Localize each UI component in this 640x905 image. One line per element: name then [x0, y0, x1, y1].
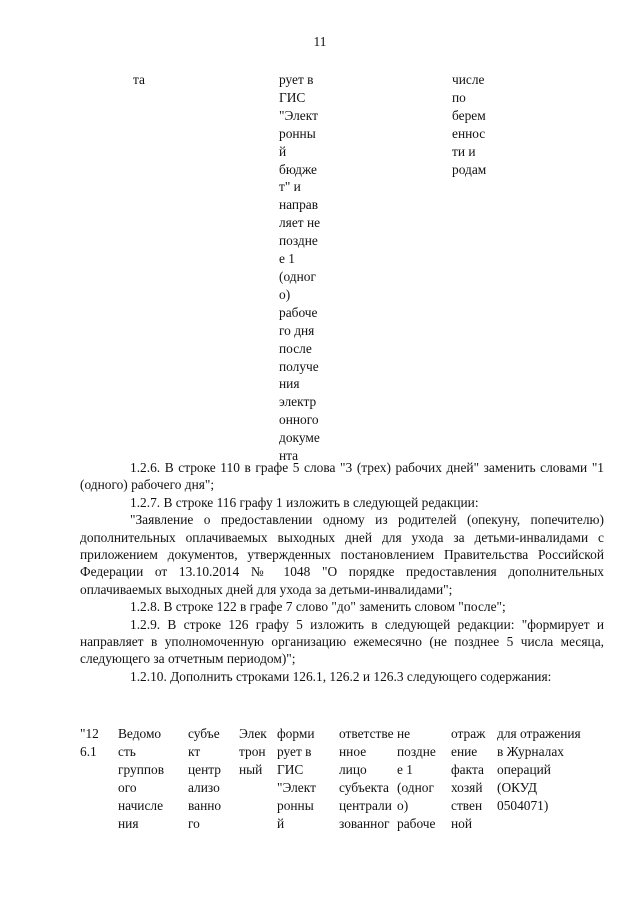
table-cell-reflection: отраж ение факта хозяй ствен ной: [451, 726, 486, 831]
document-body: [80, 459, 604, 685]
table-cell-top-col-2: рует в ГИС "Элект ронны й бюдже т" и направ ляет не поздне е 1 (одног о) рабоче го дня после получе ния электр онного докуме нта: [279, 72, 321, 464]
paragraph-1-2-9: 1.2.9. В строке 126 графу 5 изложить в следующей редакции: "формирует и направляет в уполномоченную организацию ежемесячно (не позднее 5 числа месяца, следующего за отчетным периодом)";: [80, 616, 604, 667]
page-number: 11: [313, 34, 327, 49]
table-cell-row-number: "12 6.1: [80, 726, 99, 759]
paragraph-quoted-text: "Заявление о предоставлении одному из родителей (опекуну, попечителю) дополнительных оплачиваемых выходных дней для ухода за детьми-инвалидами с приложением документов, утвержденных постановлением Правительства Российской Федерации от 13.10.2014 № 1048 "О порядке предоставления дополнительных оплачиваемых выходных дней для ухода за детьми-инвалидами";: [80, 512, 604, 597]
paragraph-1-2-10: 1.2.10. Дополнить строками 126.1, 126.2 и 126.3 следующего содержания:: [130, 668, 552, 684]
paragraph-1-2-6: 1.2.6. В строке 110 в графе 5 слова "3 (трех) рабочих дней" заменить словами "1 (одного) рабочего дня";: [80, 460, 604, 493]
table-cell-subject: субъе кт центр ализо ванно го: [188, 726, 222, 831]
paragraph-1-2-8: 1.2.8. В строке 122 в графе 7 слово "до" заменить словом "после";: [130, 599, 506, 615]
table-cell-top-col-1: та: [133, 72, 145, 87]
table-cell-top-col-3: числе по берем еннос ти и родам: [452, 72, 487, 177]
table-cell-responsible: ответстве нное лицо субъекта централи зованног: [339, 726, 394, 831]
table-cell-format: Элек трон ный: [239, 726, 267, 777]
table-cell-action: форми рует в ГИС "Элект ронны й: [277, 726, 316, 831]
table-cell-purpose: для отражения в Журналах операций (ОКУД 0504071): [497, 726, 581, 813]
paragraph-1-2-7: 1.2.7. В строке 116 графу 1 изложить в следующей редакции:: [130, 494, 479, 510]
table-cell-document-name: Ведомо сть группов ого начисле ния: [118, 726, 165, 831]
table-cell-deadline: не поздне е 1 (одног о) рабоче: [397, 726, 436, 831]
